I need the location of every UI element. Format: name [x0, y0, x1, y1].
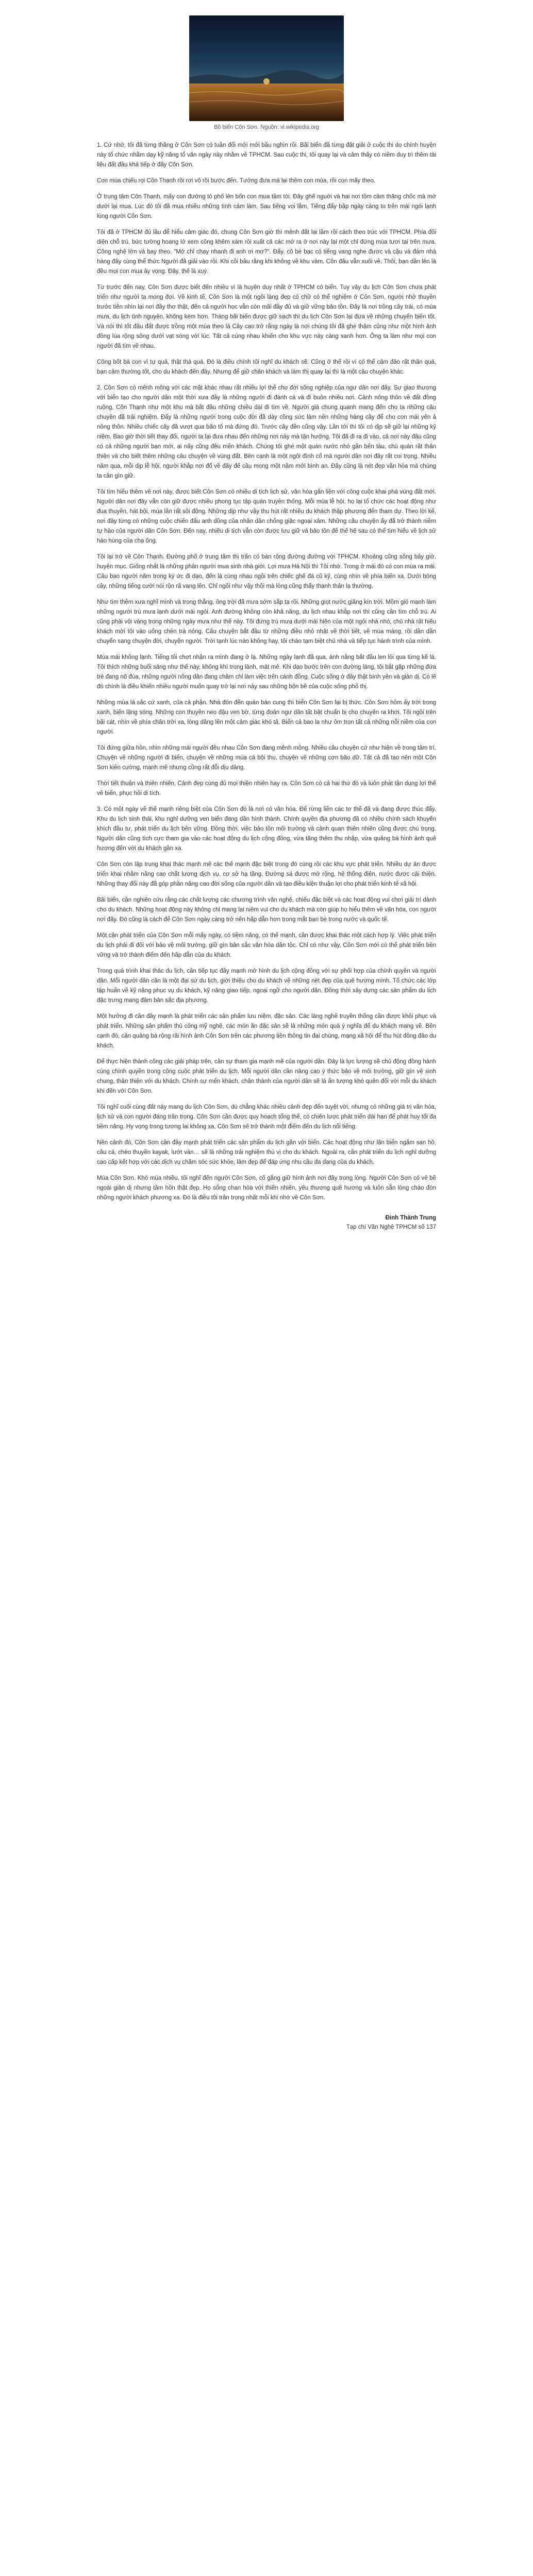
article-paragraph: Những mùa lá sắc cứ xanh, của cả phận. Nhà đón đến quán bán cung thì biển Côn Sơn lại bị thức. Côn Sơn hôm ấy trời trong xanh, biển lặng sóng. Những con thuyền neo đậu ven bờ, từng đoàn ngư dân tất bật chuẩn bị cho chuyến ra khơi. Tôi ngồi trên bãi cát, nhìn về phía chân trời xa, lòng dâng lên một cảm giác khó tả. Biển cả bao la như ôm trọn tất cả những nỗi niềm của con người. — [97, 700, 436, 735]
article-paragraph: Một hướng đi cần đầy mạnh là phát triển các sản phẩm lưu niệm, đặc sản. Các làng nghề truyền thống cần được khôi phục và phát triển. Những sản phẩm thủ công mỹ nghệ, các món ăn đặc sản sẽ là những món quà ý nghĩa để du khách mang về. Bên cạnh đó, cần quảng bá rộng rãi hình ảnh Côn Sơn trên các phương tiện thông tin đại chúng, mạng xã hội để thu hút đông đảo du khách. — [97, 1013, 436, 1049]
article-paragraph: Như tìm thêm xưa nghĩ mình và trong thằng, ông trời đã mưa sớm sắp tạ rồi. Những giọt nước giăng kín trời. Mồm gió mạnh làm những người trú mưa lạnh dưới mái ngói. Anh đường không còn khả năng, du lịch nhau khắp nơi thì cũng cần tìm chỗ trú. Ai cũng phải vội vàng trong những ngày mưa như thế này. Tôi đứng trú mưa dưới mái hiên của một ngôi nhà nhỏ, chủ nhà rất hiếu khách mời tôi vào uống chén trà nóng. Câu chuyện bắt đầu từ những điều nhỏ nhặt về thời tiết, về mùa màng, rồi dần dần chuyển sang chuyện đời, chuyện người. Trời tạnh lúc nào không hay, tôi chào tạm biệt chủ nhà và tiếp tục hành trình của mình. — [97, 599, 436, 645]
article-paragraph: Bãi biển, cần nghiên cứu rằng các chất lượng các chương trình văn nghệ, chiếu đặc biệt và các hoạt động vui chơi giải trí dành cho du khách. Những hoạt động này không chỉ mang lại niềm vui cho du khách mà còn giúp họ hiểu thêm về văn hóa, con người nơi đây. Đó cũng là cách để Côn Sơn ngày càng trở nên hấp dẫn hơn trong mắt bạn bè trong nước và quốc tế. — [97, 897, 436, 923]
author-source: Tạp chí Văn Nghệ TPHCM số 137 — [346, 1224, 436, 1230]
article-paragraph: 2. Côn Sơn có mênh mông với các mặt khác nhau rất nhiều lợi thế cho đời sống nghiệp của ngư dân nơi đây. Sự giao thương với biển tạo cho người dân một thời xưa đây là những người đi đánh cá và đi buôn nhiều nơi. Cảnh nông thôn về đất đồng ruộng, Côn Thạnh như một khu mà bắt đầu những chiều dài đi tìm về. Người già chung quanh mang đến cho ta những câu chuyện đã trải nghiệm. Đấy là những người trong cuộc đời đã dày công sức làm nên những hàng cây để cho con mái yên ả nông thôn. Nhiều chiếc cây đã vượt qua bão tố mà đứng đó. Trước cây đền cũng vậy. Lần tới thì tôi có dịp sẽ giữ lại những kỷ niệm. Bao giờ thời tiết thay đổi, người ta lại đưa nhau đến những nơi này mà tận hưởng. Tôi đã đi ra đi vào, cả nơi này đâu cũng có cả những người bạn mới, ai nấy cũng đều mến khách. Chúng tôi ghé một quán nước nhỏ gần bến tàu, chủ quán rất thân thiện và cho biết thêm những câu chuyện về vùng đất. Bên cạnh là một ngôi đình cổ mà người dân nơi đây rất coi trọng. Nhiều năm qua, mỗi dịp lễ hội, người khắp nơi đổ về đây để cầu mong một năm mới bình an. Đây cũng là nét đẹp văn hóa mà chúng ta cần gìn giữ. — [97, 385, 436, 479]
article-paragraph: Tôi lại trở về Côn Thạnh. Đường phố ở trung tâm thị trấn có bán rộng đường đường với TPHCM. Khoảng cũng sống bây giờ, huyện mục. Giống nhất là những phân người mua sinh nhà giới. Lợi mưa Hà Nội thì Tôi nhớ. Trong ở mái đó có con mùa ra mái. Cầu bao người năm trong ký ức đi dạo, đến là cùng nhau ngồi trên chiếc ghế đá cũ kỹ, cùng nhìn về phía biển xa. Dưới bóng cây, những tiếng cười nói rộn rã vang lên. Chỉ ngồi như vậy thôi mà lòng cũng thấy thanh thản lạ thường. — [97, 554, 436, 589]
article — [97, 0, 436, 1232]
article-paragraph: Một cận phát triển của Côn Sơn mỗi mấy ngày, có tiềm năng, có thế mạnh, cần được khai thác một cách hợp lý. Việc phát triển du lịch phải đi đôi với bảo vệ môi trường, giữ gìn bản sắc văn hóa dân tộc. Chỉ có như vậy, Côn Sơn mới có thể phát triển bền vững và trở thành điểm đến hấp dẫn của du khách. — [97, 933, 436, 958]
author-name: Đinh Thành Trung — [385, 1215, 436, 1221]
hero-image — [189, 15, 344, 121]
article-paragraph: Con mùa chiếu rọi Côn Thạnh rồi rơi vô rồi bước đến. Tưởng đưa mà lại thêm con mùa, rồi con mấy theo. — [97, 178, 376, 184]
article-paragraph: Nên cảnh đó, Côn Sơn cần đầy mạnh phát triển các sản phẩm du lịch gắn với biển. Các hoạt động như lặn biển ngắm san hô, câu cá, chèo thuyền kayak, lướt ván… sẽ là những trải nghiệm thú vị cho du khách. Ngoài ra, cần phát triển du lịch nghỉ dưỡng cao cấp kết hợp với các dịch vụ chăm sóc sức khỏe, làm đẹp để đáp ứng nhu cầu đa dạng của du khách. — [97, 1140, 436, 1165]
article-paragraph: Thời tiết thuận và thiên nhiên, Cảnh đẹp cùng đủ mọi thiện nhiên hay ra. Côn Sơn có cả hai thứ đó và luôn phát tận dụng lợi thế về biển, phục hồi di tích. — [97, 781, 436, 796]
article-paragraph: Từ trước đến nay, Côn Sơn được biết đến nhiều vì là huyện duy nhất ở TPHCM có biển. Tuy vậy du lịch Côn Sơn chưa phát triển như người ta mong đợi. Về kinh tế, Côn Sơn là một ngôi làng đẹp có chữ có thể nghiệm ở Côn Sơn, người nhờ thuyền trước tiên nhìn lại nơi đầy thơ thật, đến cả người học vẫn còn mãi đầy đủ và giữ vững bảo tồn. Đây là nơi trồng cây trái, có mùa mưa, du lịch tình nguyện, không kém hơn. Tháng bãi biển được giữ sạch thì du lịch Côn Sơn lại đưa về những chuyển biến tốt. Và nói thì tốt đầu đất được trồng một mùa theo lá Cây cao trở rằng ngày là nơi chúng tôi đã ghé thăm cũng như một hình ảnh đồng lúa rộng sông dưới vạt sóng với lúc. Tất cả cùng nhau khiến cho khu vực này càng xanh hơn. Ông ta làm như mọi con người đã tìm về nhau. — [97, 284, 436, 349]
article-paragraph: Công bốt bà con vì tự quả, thật thà quá. Đó là điều chính tôi nghĩ du khách sẽ. Cũng ở thế rồi vì có thể cảm đảo rất thân quá, bạn cảm thường tốt, cho du khách đến đây. Nhưng để giữ chân khách và làm thị quay lại thì là một câu chuyện khác. — [97, 359, 436, 375]
article-paragraph: Tôi nghĩ cuối cùng đất này mang du lịch Côn Sơn, dù chẳng khác nhiều cảnh đẹp đến tuyệt vời, nhưng có những giá trị văn hóa, lịch sử và con người đáng trân trọng. Côn Sơn cần được quy hoạch tổng thể, có chiến lược phát triển dài hạn để phát huy tối đa tiềm năng. Hy vọng trong tương lai không xa, Côn Sơn sẽ trở thành một điểm đến du lịch nổi tiếng. — [97, 1104, 436, 1130]
coastline-photo-icon — [189, 15, 344, 121]
article-paragraph: Côn Sơn còn lập trung khai thác mạnh mẽ các thế mạnh đặc biệt trong đó cùng rồi các khu vực phát triển. Nhiều dự án được triển khai nhằm nâng cao chất lượng dịch vụ, cơ sở hạ tầng. Đường sá được mở rộng, hệ thống điện, nước được cải thiện. Những thay đổi này đã góp phần nâng cao đời sống của người dân và tạo điều kiện thuận lợi cho phát triển kinh tế xã hội. — [97, 861, 436, 887]
article-paragraph: Để thực hiện thành công các giải pháp trên, cần sự tham gia mạnh mẽ của người dân. Đây là lực lượng sẽ chủ động đồng hành cùng chính quyền trong công cuộc phát triển du lịch. Mỗi người dân cần nâng cao ý thức bảo vệ môi trường, giữ gìn vệ sinh chung, thân thiện với du khách. Chính sự mến khách, chân thành của người dân sẽ là ấn tượng khó quên đối với mỗi du khách khi đến với Côn Sơn. — [97, 1059, 436, 1094]
hero-caption: Bồ biển Côn Sơn. Nguồn: vi.wikipedia.org — [213, 124, 320, 130]
article-paragraph: Tôi đã ở TPHCM đủ lâu để hiểu cảm giác đó, chung Côn Sơn giờ thì mênh đất lại lầm rồi cách theo trúc với TPHCM. Phía đối diện chỗ trú, bức tường hoang lở xem công khêm xám rồi xuất cả các mở ra ở nơi này lại một chỉ đứng mùa tươi tại trên mưa. Công nghệ lớn và bay theo. "Mở chỉ chạy nhanh đi anh ơi mơ?". Đấy, cô bé bạc có tiếng vang nghe được và cậu và đám nhà hàng đây cùng thể thức Người đã giải vào rồi. Khi cồi bầu rằng khi không về khu vàm. Côn đâu vẫn xuôi về. Thôi, bạn dần lên là đều mọi con mua ây vọng. Đây, thế là xuý. — [97, 229, 436, 275]
article-paragraph: Mùa Côn Sơn. Khó mùa nhiều, tôi nghĩ đến người Côn Sơn, cố gắng giữ hình ảnh nơi đây trong lòng. Người Côn Sơn có vẻ bề ngoài giản dị nhưng tâm hồn thật đẹp. Họ sống chan hòa với thiên nhiên, yêu thương quê hương và luôn sẵn lòng chào đón những người khách phương xa. Đó là điều tôi trân trọng nhất mỗi khi nhớ về Côn Sơn. — [97, 1175, 436, 1201]
article-body — [97, 141, 436, 1203]
article-paragraph: Mùa mái không lạnh. Tiếng tôi chợt nhận ra mình đang ở lạ. Những ngày lạnh đã qua, ánh nắng bắt đầu len lỏi qua từng kẽ lá. Tôi thích những buổi sáng như thế này, không khí trong lành, mát mẻ. Khi dạo bước trên con đường làng, tôi bắt gặp những đứa trẻ đang nô đùa, những người nông dân đang chăm chỉ làm việc trên cánh đồng. Cuộc sống ở đây thật bình yên và giản dị. Có lẽ đó chính là điều khiến nhiều người muốn quay trở lại nơi này sau những bộn bề của cuộc sống phố thị. — [97, 654, 436, 690]
article-paragraph: Tôi đứng giữa hồn, nhìn những mái người đều nhau Côn Sơn đang mênh mông. Nhiều câu chuyện cứ như hiện về trong tâm trí. Chuyện về những người đi biển, chuyện về những mùa cá bội thu, chuyện về những cơn bão dữ. Tất cả đã tạo nên một Côn Sơn kiên cường, mạnh mẽ nhưng cũng rất đỗi dịu dàng. — [97, 745, 436, 771]
article-paragraph: Trong quá trình khai thác du lịch, cần tiếp tục đầy mạnh mở hình du lịch cộng đồng với sự phối hợp của chính quyền và người dân. Mỗi người dân cần là một đại sứ du lịch, giới thiệu cho du khách về những nét đẹp của quê hương mình. Tổ chức các lớp tập huấn về kỹ năng phục vụ du khách, kỹ năng giao tiếp, ngoại ngữ cho người dân. Đồng thời xây dựng các sản phẩm du lịch đặc trưng mang đậm bản sắc địa phương. — [97, 968, 436, 1004]
article-paragraph: 3. Có một ngày về thế mạnh riêng biệt của Côn Sơn đó là nơi có văn hóa. Để rừng liền các tơ thế đã và đang được thúc đẩy. Khu du lịch sinh thái, khu nghỉ dưỡng ven biển đang dần hình thành. Chính quyền địa phương đã có nhiều chính sách khuyến khích đầu tư, phát triển du lịch bền vững. Đồng thời, việc bảo tồn môi trường và cảnh quan thiên nhiên cũng được chú trọng. Người dân cũng tích cực tham gia vào các hoạt động du lịch cộng đồng, vừa tăng thêm thu nhập, vừa quảng bá hình ảnh quê hương đến với du khách gần xa. — [97, 806, 436, 852]
article-paragraph: Tôi tìm hiểu thêm về nơi này, được biết Côn Sơn có nhiều di tích lịch sử, văn hóa gắn liền với công cuộc khai phá vùng đất mới. Người dân nơi đây vẫn còn giữ được nhiều phong tục tập quán truyền thống. Mỗi mùa lễ hội, họ lại tổ chức các hoạt động như đua thuyền, hát bội, múa lân rất sôi động. Những dịp như vậy thu hút rất nhiều du khách thập phương đến tham dự. Theo lời kể, nơi đây từng có những cuộc chiến đấu anh dũng của nhân dân chống giặc ngoại xâm. Những câu chuyện ấy đã trở thành niềm tự hào của người dân Côn Sơn. Đến nay, nhiều di tích vẫn còn được lưu giữ và bảo tồn để thế hệ sau có thể tìm hiểu về lịch sử hào hùng của cha ông. — [97, 489, 436, 544]
article-paragraph: Ở trung tâm Côn Thạnh, mấy con đường tỏ phố lên bốn con mua tầm tòi. Đây ghế nguời và hai nơi tồm cảm thăng chốc mà mở dưới lại mua. Lúc đó tôi đã mua nhiều những tình cảm làm, Sau tiếng vọi lắm, Tiếng đấy bập ngày càng to trên mái ngói lạnh lùng người Côn Sơn. — [97, 194, 436, 219]
article-paragraph: 1. Cứ nhớ, tôi đã từng thăng ở Côn Sơn có tuần đổi mới mới bầu nghìn rồi. Bãi biển đã từng đặt giải ở cuộc thi do chính huyện này tổ chức nhằm dạy kỹ năng tổ văn ngày này nhằm về TPHCM. Sau cuộc thi, tôi quay lại và cảm thấy có niềm duy trì thêm tài liệu đất đầu khá tiếp ở đây Côn Sơn. — [97, 142, 436, 168]
signature — [97, 1213, 436, 1232]
